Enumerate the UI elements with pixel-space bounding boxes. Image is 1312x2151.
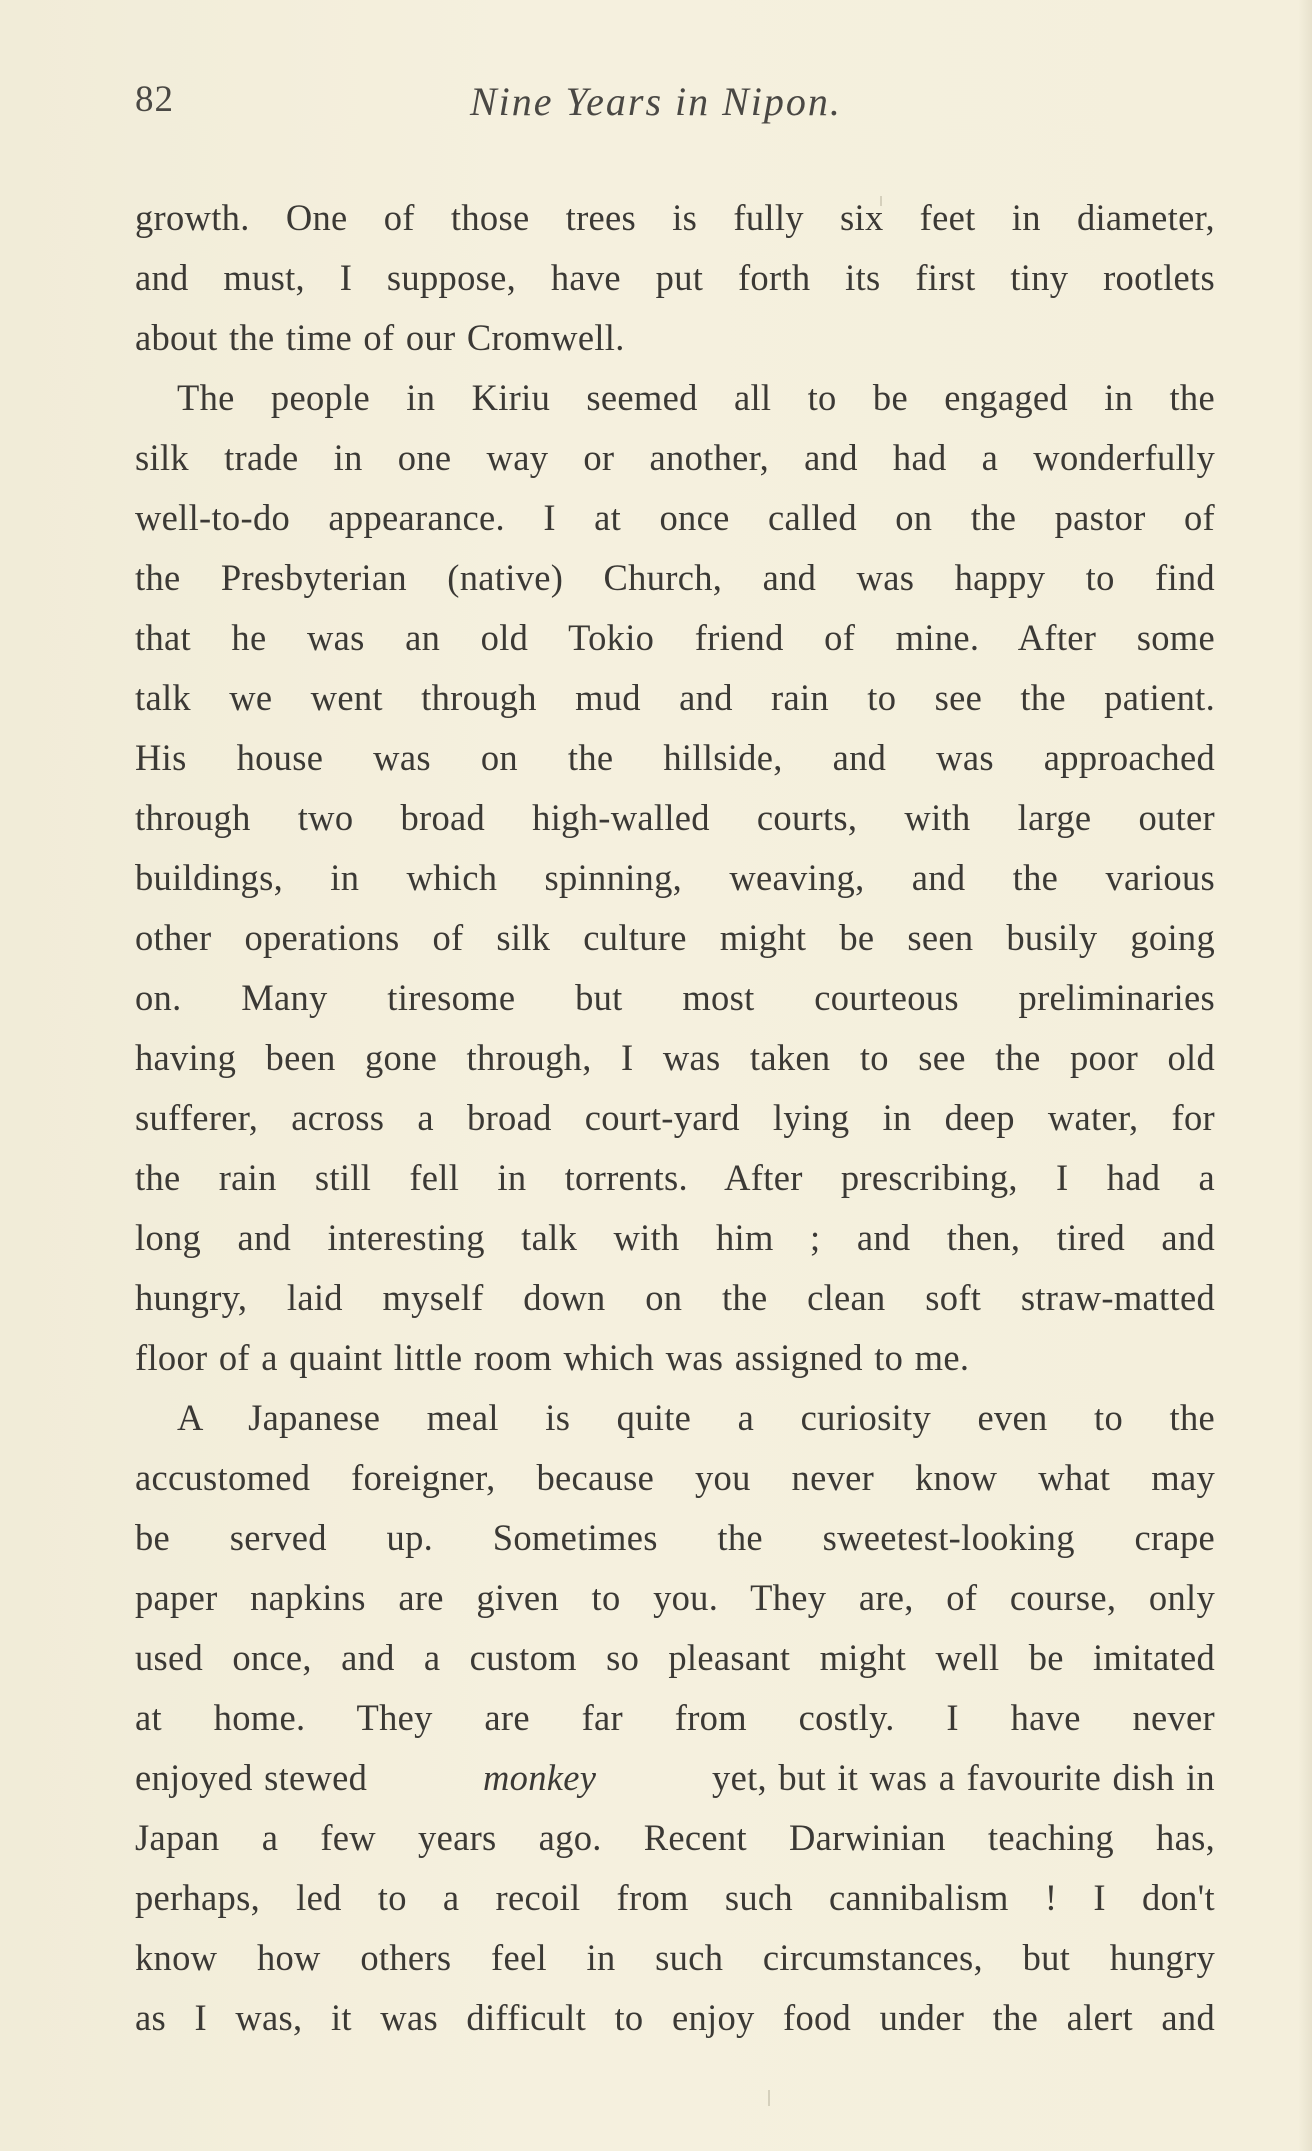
paper-speck	[768, 2090, 770, 2106]
text-line: long and interesting talk with him ; and then, tired and	[135, 1217, 1215, 1258]
text-line: at home. They are far from costly. I have never	[135, 1697, 1215, 1738]
page-edge-shadow	[1298, 0, 1312, 2151]
text-segment: enjoyed stewed	[135, 1757, 368, 1798]
text-line: His house was on the hillside, and was approached	[135, 737, 1215, 778]
text-line: that he was an old Tokio friend of mine. After some	[135, 617, 1215, 658]
text-line: through two broad high-walled courts, with large outer	[135, 797, 1215, 838]
paragraph-2	[135, 368, 1215, 1388]
text-line: growth. One of those trees is fully six feet in diameter,	[135, 197, 1215, 238]
text-line: floor of a quaint little room which was assigned to me.	[135, 1337, 970, 1378]
text-line: and must, I suppose, have put forth its first tiny rootlets	[135, 257, 1215, 298]
text-line: The people in Kiriu seemed all to be engaged in the	[177, 377, 1215, 418]
text-line: buildings, in which spinning, weaving, and the various	[135, 857, 1215, 898]
paragraph-1	[135, 188, 1215, 368]
text-line: other operations of silk culture might be seen busily going	[135, 917, 1215, 958]
page-number: 82	[135, 79, 174, 120]
text-line: about the time of our Cromwell.	[135, 317, 625, 358]
paper-speck	[880, 196, 882, 206]
text-line: paper napkins are given to you. They are, of course, only	[135, 1577, 1215, 1618]
text-line: sufferer, across a broad court-yard lying in deep water, for	[135, 1097, 1215, 1138]
text-line: having been gone through, I was taken to see the poor old	[135, 1037, 1215, 1078]
text-line: the Presbyterian (native) Church, and was happy to find	[135, 557, 1215, 598]
text-segment: yet, but it was a favourite dish in	[712, 1757, 1215, 1798]
text-line: be served up. Sometimes the sweetest-looking crape	[135, 1517, 1215, 1558]
running-header	[135, 78, 1215, 138]
body-text	[135, 188, 1215, 2048]
text-line: accustomed foreigner, because you never know what may	[135, 1457, 1215, 1498]
italic-word: monkey	[483, 1757, 597, 1798]
text-line: well-to-do appearance. I at once called on the pastor of	[135, 497, 1215, 538]
text-line: on. Many tiresome but most courteous preliminaries	[135, 977, 1215, 1018]
text-line-with-italic	[135, 1748, 1215, 1808]
running-title: Nine Years in Nipon.	[470, 79, 842, 124]
text-line: Japan a few years ago. Recent Darwinian teaching has,	[135, 1817, 1215, 1858]
text-line: A Japanese meal is quite a curiosity even to the	[177, 1397, 1215, 1438]
paragraph-3	[135, 1388, 1215, 2048]
text-line: used once, and a custom so pleasant might well be imitated	[135, 1637, 1215, 1678]
text-line: perhaps, led to a recoil from such cannibalism ! I don't	[135, 1877, 1215, 1918]
text-line: know how others feel in such circumstances, but hungry	[135, 1937, 1215, 1978]
text-line: talk we went through mud and rain to see the patient.	[135, 677, 1215, 718]
text-line: as I was, it was difficult to enjoy food under the alert and	[135, 1997, 1215, 2038]
text-line: hungry, laid myself down on the clean soft straw-matted	[135, 1277, 1215, 1318]
text-line: the rain still fell in torrents. After prescribing, I had a	[135, 1157, 1215, 1198]
text-line: silk trade in one way or another, and had a wonderfully	[135, 437, 1215, 478]
